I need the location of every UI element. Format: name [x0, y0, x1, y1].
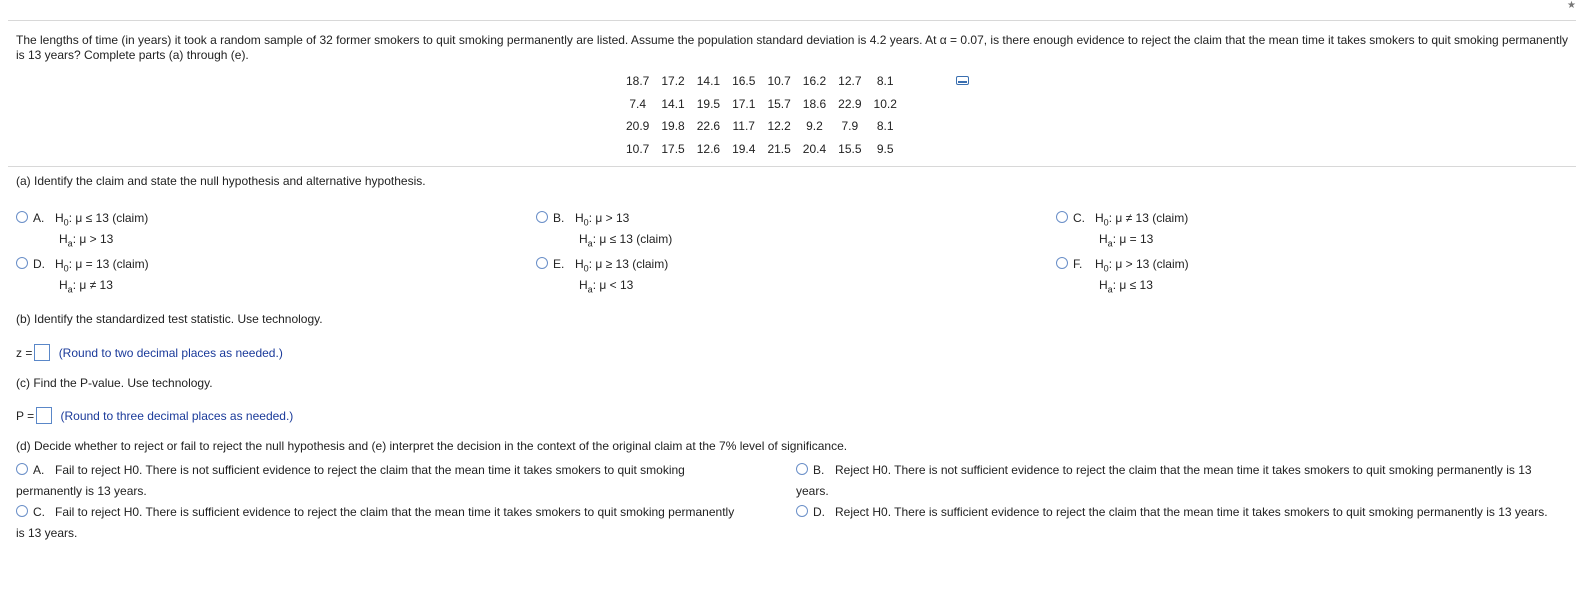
- data-cell: 10.2: [873, 96, 897, 111]
- data-cell: 9.2: [806, 119, 823, 134]
- p-hint: (Round to three decimal places as needed.): [60, 409, 294, 423]
- p-answer-row: [16, 407, 293, 424]
- data-row: [620, 138, 903, 161]
- data-cell: 8.1: [876, 119, 894, 134]
- data-cell: 10.7: [767, 74, 791, 89]
- part-d-question: (d) Decide whether to reject or fail to reject the null hypothesis and (e) interpret the decision in the context of the original claim at the 7% level of significance.: [16, 439, 848, 453]
- data-cell: 7.4: [629, 96, 647, 111]
- z-label: z =: [16, 346, 33, 360]
- z-hint: (Round to two decimal places as needed.): [58, 346, 283, 360]
- radio-icon[interactable]: [16, 505, 28, 517]
- data-cell: 14.1: [696, 74, 721, 89]
- part-a-option-d[interactable]: D. $H_0$: μ = 13 (claim) $H_a$: μ ≠ 13: [16, 257, 149, 295]
- data-cell: 12.2: [767, 119, 791, 134]
- top-divider: [8, 20, 1576, 21]
- radio-icon[interactable]: [796, 505, 808, 517]
- part-a-option-e[interactable]: E. $H_0$: μ ≥ 13 (claim) $H_a$: μ < 13: [536, 257, 668, 295]
- data-cell: 22.6: [696, 119, 721, 134]
- data-cell: 11.7: [732, 119, 755, 134]
- part-a-option-f[interactable]: F. $H_0$: μ > 13 (claim) $H_a$: μ ≤ 13: [1056, 257, 1189, 295]
- data-cell: 16.2: [802, 74, 827, 89]
- part-d-option-d[interactable]: D. Reject H0. There is sufficient evidence to reject the claim that the mean time it takes smokers to quit smoking permanently is 13 years.: [796, 502, 1566, 523]
- part-a-option-a[interactable]: A. $H_0$: μ ≤ 13 (claim) $H_a$: μ > 13: [16, 211, 148, 249]
- data-cell: 15.7: [767, 96, 791, 111]
- data-cell: 12.7: [838, 74, 862, 89]
- section-divider: [8, 166, 1576, 167]
- data-cell: 19.5: [696, 96, 721, 111]
- copy-data-icon[interactable]: [956, 76, 969, 85]
- p-input[interactable]: [36, 407, 52, 424]
- z-answer-row: [16, 344, 283, 361]
- part-a-option-b[interactable]: B. $H_0$: μ > 13 $H_a$: μ ≤ 13 (claim): [536, 211, 672, 249]
- data-cell: 15.5: [838, 141, 862, 156]
- part-b-question: (b) Identify the standardized test statistic. Use technology.: [16, 312, 323, 326]
- radio-icon[interactable]: [1056, 211, 1068, 223]
- data-cell: 20.4: [802, 141, 827, 156]
- data-cell: 17.1: [732, 96, 756, 111]
- data-cell: 22.9: [838, 96, 862, 111]
- data-cell: 10.7: [626, 141, 650, 156]
- data-cell: 9.5: [876, 141, 894, 156]
- radio-icon[interactable]: [16, 463, 28, 475]
- data-cell: 7.9: [841, 119, 859, 134]
- data-cell: 12.6: [696, 141, 721, 156]
- data-row: [620, 70, 903, 93]
- radio-icon[interactable]: [796, 463, 808, 475]
- data-row: [620, 115, 903, 138]
- z-input[interactable]: [34, 344, 50, 361]
- part-d-option-b[interactable]: B. Reject H0. There is not sufficient evidence to reject the claim that the mean time it takes smokers to quit smoking permanently is 13 years.: [796, 463, 1532, 498]
- radio-icon[interactable]: [536, 257, 548, 269]
- part-a-question: (a) Identify the claim and state the null hypothesis and alternative hypothesis.: [16, 174, 426, 188]
- data-row: [620, 93, 903, 116]
- corner-icon: ★: [1567, 0, 1576, 11]
- data-cell: 16.5: [732, 74, 756, 89]
- data-cell: 17.2: [661, 74, 685, 89]
- data-cell: 18.7: [626, 74, 650, 89]
- data-table: [620, 70, 903, 160]
- data-cell: 14.1: [661, 96, 685, 111]
- p-label: P =: [16, 409, 35, 423]
- part-a-option-c[interactable]: C. $H_0$: μ ≠ 13 (claim) $H_a$: μ = 13: [1056, 211, 1188, 249]
- data-cell: 19.4: [732, 141, 756, 156]
- problem-statement: The lengths of time (in years) it took a random sample of 32 former smokers to quit smoking permanently are listed. Assume the population standard deviation is 4.2 years. At α = 0.07, is there enough evidence to reject the claim that the mean time it takes smokers to quit smoking permanently is 13 years? Complete parts (a) through (e).: [16, 33, 1569, 62]
- part-d-option-a[interactable]: A. Fail to reject H0. There is not sufficient evidence to reject the claim that the mean time it takes smokers to quit smoking permanently is 13 years.: [16, 463, 685, 498]
- part-c-question: (c) Find the P-value. Use technology.: [16, 376, 213, 390]
- part-d-option-c[interactable]: C. Fail to reject H0. There is sufficient evidence to reject the claim that the mean time it takes smokers to quit smoking permanently is 13 years.: [16, 505, 735, 540]
- radio-icon[interactable]: [16, 257, 28, 269]
- radio-icon[interactable]: [16, 211, 28, 223]
- radio-icon[interactable]: [536, 211, 548, 223]
- data-cell: 19.8: [661, 119, 685, 134]
- data-cell: 21.5: [767, 141, 791, 156]
- radio-icon[interactable]: [1056, 257, 1068, 269]
- data-cell: 20.9: [626, 119, 650, 134]
- data-cell: 17.5: [661, 141, 685, 156]
- data-cell: 18.6: [802, 96, 827, 111]
- data-cell: 8.1: [876, 74, 894, 89]
